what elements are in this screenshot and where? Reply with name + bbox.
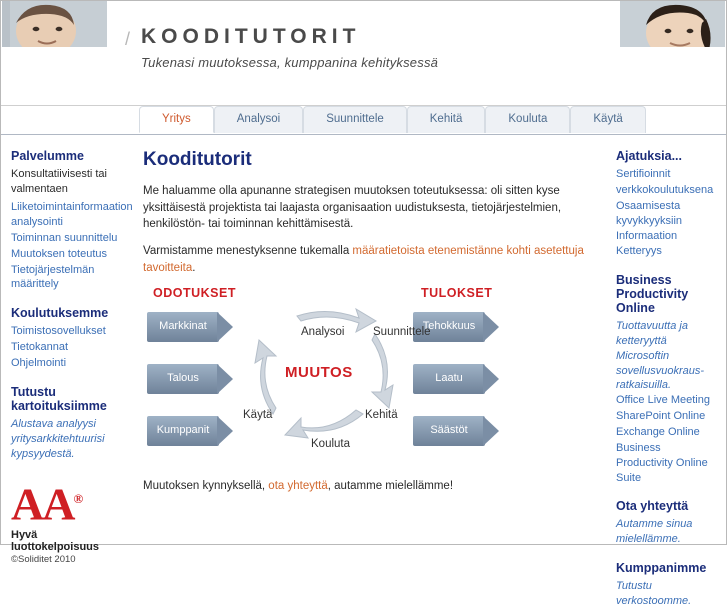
- tab-kayta[interactable]: Käytä: [570, 106, 645, 133]
- tab-kehita[interactable]: Kehitä: [407, 106, 486, 133]
- content-area: [1, 135, 726, 607]
- sidebar-item-liiketoimintainformaatio[interactable]: Liiketoimintainformaation analysointi: [11, 201, 133, 229]
- sidebar-right: [610, 135, 726, 607]
- cycle-label-kouluta: Kouluta: [311, 438, 351, 451]
- second-paragraph-post: .: [192, 261, 196, 274]
- tab-kouluta[interactable]: Kouluta: [485, 106, 570, 133]
- second-paragraph: [143, 243, 596, 276]
- cycle-label-suunnittele: Suunnittele: [373, 326, 431, 339]
- sidebar-heading-ajatuksia: Ajatuksia...: [616, 149, 682, 163]
- person-photo-icon: [620, 1, 725, 47]
- sidebar-item-toimistosovellukset[interactable]: Toimistosovellukset: [11, 325, 106, 338]
- sidebar-item-muutoksen-toteutus[interactable]: Muutoksen toteutus: [11, 247, 108, 260]
- sidebar-heading-tutustu: Tutustu kartoituksiimme: [11, 384, 107, 413]
- contact-link[interactable]: ota yhteyttä: [268, 480, 328, 493]
- cycle-label-kehita: Kehitä: [365, 409, 398, 422]
- site-header: [1, 1, 726, 106]
- sidebar-item-osaamisesta-kyvykkyyksiin[interactable]: Osaamisesta kyvykkyyksiin: [616, 199, 683, 227]
- diagram-input-kumppanit: [147, 416, 233, 446]
- diagram-output-label: Tehokkuus: [422, 320, 476, 333]
- main-column: [133, 135, 610, 545]
- arrow-tip-icon: [217, 364, 233, 394]
- aa-logo-letters: AA: [11, 478, 74, 530]
- contact-line-post: , autamme mielellämme!: [327, 480, 454, 493]
- arrow-tip-icon: [483, 416, 499, 446]
- sidebar-item-bpos[interactable]: Business Productivity Online Suite: [616, 441, 708, 484]
- sidebar-item-office-live-meeting[interactable]: Office Live Meeting: [616, 394, 710, 407]
- diagram-input-markkinat: [147, 312, 233, 342]
- sidebar-item-informaation-ketteryys[interactable]: Informaation Ketteryys: [616, 230, 678, 258]
- sidebar-item-toiminnan-suunnittelu[interactable]: Toiminnan suunnittelu: [11, 231, 118, 244]
- second-paragraph-pre: Varmistamme menestyksenne tukemalla: [143, 245, 353, 258]
- cycle-label-analysoi: Analysoi: [301, 326, 345, 339]
- sidebar-heading-yhteytta: Ota yhteyttä: [616, 499, 689, 514]
- diagram-input-label: Kumppanit: [156, 424, 210, 437]
- cycle-label-kayta: Käytä: [243, 409, 273, 422]
- aa-logo-text: [11, 477, 125, 530]
- nav-tabs: [139, 106, 646, 133]
- sidebar-heading-kumppanimme: Kumppanimme: [616, 561, 707, 576]
- sidebar-item-exchange-online[interactable]: Exchange Online: [616, 425, 700, 438]
- change-cycle-diagram: [143, 286, 596, 466]
- aa-caption: Hyvä luottokelpoisuus: [11, 528, 99, 553]
- tab-suunnittele[interactable]: Suunnittele: [303, 106, 407, 133]
- diagram-output-label: Laatu: [435, 372, 463, 385]
- site-identity: [125, 25, 439, 70]
- sidebar-bpo-text: Tuottavuutta ja ketteryyttä Microsoftin sovellusvuokraus-ratkaisuilla.: [616, 320, 705, 392]
- page-title: Kooditutorit: [143, 149, 252, 170]
- arrow-tip-icon: [483, 312, 499, 342]
- registered-trademark-icon: ®: [73, 491, 82, 507]
- arrow-tip-icon: [217, 312, 233, 342]
- arrow-tip-icon: [217, 416, 233, 446]
- sidebar-item-verkkokoulutuksena[interactable]: verkkokoulutuksena: [616, 183, 714, 196]
- header-photo-left: [2, 1, 107, 47]
- arrow-tip-icon: [483, 364, 499, 394]
- contact-line-pre: Muutoksen kynnyksellä,: [143, 480, 269, 493]
- cycle-center-label: MUUTOS: [285, 364, 353, 382]
- diagram-input-talous: [147, 364, 233, 394]
- sidebar-kumppanimme-text: Tutustu verkostoomme.: [616, 580, 692, 607]
- contact-line: [143, 480, 596, 492]
- aa-credit-badge: [11, 477, 125, 564]
- diagram-output-saastot: [413, 416, 499, 446]
- sidebar-item-tietokannat[interactable]: Tietokannat: [11, 341, 69, 354]
- sidebar-left: [1, 135, 133, 565]
- sidebar-item-sertifioinnit[interactable]: Sertifioinnit: [616, 168, 671, 180]
- slash-decoration: /: [125, 29, 131, 49]
- sidebar-item-tietojarjestelman-maarittely[interactable]: Tietojärjestelmän määrittely: [11, 263, 95, 291]
- diagram-input-label: Markkinat: [159, 320, 207, 333]
- sidebar-item-sharepoint-online[interactable]: SharePoint Online: [616, 410, 706, 423]
- sidebar-heading-bpo: Business Productivity Online: [616, 273, 689, 316]
- diagram-output-label: Säästöt: [430, 424, 468, 437]
- sidebar-tutustu-text: Alustava analyysi yritysarkkitehtuurisi kypsyydestä.: [11, 417, 105, 460]
- sidebar-intro-palvelumme: Konsultatiivisesti tai valmentaen: [11, 168, 107, 195]
- sidebar-heading-koulutuksemme: Koulutuksemme: [11, 306, 109, 321]
- sidebar-heading-palvelumme: Palvelumme: [11, 149, 84, 163]
- goals-link[interactable]: määratietoista etenemistänne kohti asetettuja tavoitteita: [143, 245, 584, 274]
- diagram-label-expectations: ODOTUKSET: [153, 286, 236, 301]
- aa-copyright: ©Soliditet 2010: [11, 553, 76, 565]
- main-navigation: [1, 106, 726, 135]
- site-title: KOODITUTORIT: [141, 25, 361, 48]
- diagram-label-results: TULOKSET: [421, 286, 493, 301]
- site-tagline: Tukenasi muutoksessa, kumppanina kehityksessä: [141, 55, 439, 70]
- diagram-input-label: Talous: [167, 372, 199, 385]
- diagram-output-laatu: [413, 364, 499, 394]
- tab-analysoi[interactable]: Analysoi: [214, 106, 303, 133]
- tab-yritys[interactable]: Yritys: [139, 106, 214, 133]
- sidebar-yhteytta-text: Autamme sinua mielellämme.: [616, 518, 693, 546]
- sidebar-item-ohjelmointi[interactable]: Ohjelmointi: [11, 357, 67, 369]
- intro-paragraph: Me haluamme olla apunanne strategisen muutoksen toteutuksessa: oli sitten kyse yksittäisestä projektista tai laajasta organisaation uudistuksesta, tietojärjestelmien, henkilöstön- tai toiminnan kehittämisestä.: [143, 185, 562, 231]
- header-photo-right: [620, 1, 725, 47]
- person-photo-icon: [2, 1, 107, 47]
